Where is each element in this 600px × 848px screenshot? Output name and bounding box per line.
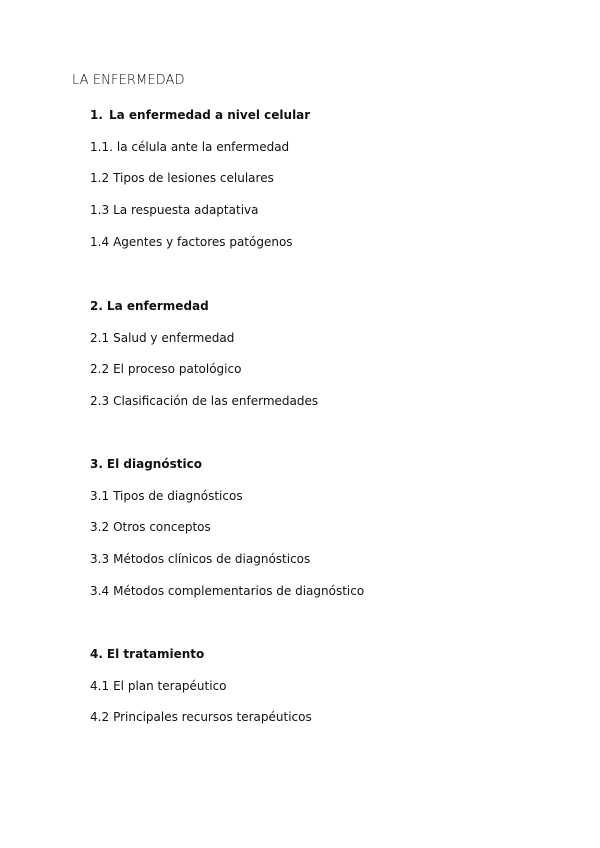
list-item	[90, 234, 570, 250]
list-item	[90, 709, 570, 725]
item-text: Tipos de diagnósticos	[113, 488, 243, 503]
item-text: Métodos clínicos de diagnósticos	[113, 552, 311, 567]
item-number: 3.1	[90, 488, 110, 503]
item-number: 3.2	[90, 520, 110, 535]
section-heading	[90, 298, 570, 314]
item-number: 1.2	[90, 171, 110, 186]
list-item	[90, 202, 570, 218]
item-text: la célula ante la enfermedad	[116, 139, 290, 154]
item-text: El proceso patológico	[113, 362, 242, 377]
item-number: 2.1	[90, 330, 110, 345]
section-heading	[90, 107, 570, 123]
item-number: 4.1	[90, 678, 110, 693]
section-heading	[90, 456, 570, 472]
section-title: El diagnóstico	[106, 457, 202, 471]
section-number: 2.	[90, 299, 103, 313]
item-text: Salud y enfermedad	[113, 330, 235, 345]
list-item	[90, 583, 570, 599]
list-item	[90, 361, 570, 377]
item-text: Agentes y factores patógenos	[113, 234, 293, 249]
section-number: 1.	[90, 108, 103, 122]
item-text: Tipos de lesiones celulares	[113, 171, 274, 186]
section-2	[90, 298, 570, 409]
item-text: La respuesta adaptativa	[113, 203, 259, 218]
item-number: 1.3	[90, 203, 110, 218]
item-text: Otros conceptos	[113, 520, 211, 535]
item-number: 2.2	[90, 362, 110, 377]
list-item	[90, 393, 570, 409]
item-text: Métodos complementarios de diagnóstico	[113, 583, 365, 598]
item-text: El plan terapéutico	[113, 678, 227, 693]
document-title: LA ENFERMEDAD	[72, 73, 185, 88]
item-number: 4.2	[90, 710, 110, 725]
section-title: La enfermedad a nivel celular	[109, 108, 311, 122]
list-item	[90, 139, 570, 155]
section-number: 4.	[90, 647, 103, 661]
section-4	[90, 646, 570, 725]
item-number: 2.3	[90, 394, 110, 409]
list-item	[90, 551, 570, 567]
section-title: La enfermedad	[106, 299, 209, 313]
item-number: 3.3	[90, 552, 110, 567]
item-text: Clasificación de las enfermedades	[113, 394, 319, 409]
item-number: 3.4	[90, 583, 110, 598]
item-number: 1.4	[90, 234, 110, 249]
section-heading	[90, 646, 570, 662]
list-item	[90, 519, 570, 535]
item-number: 1.1.	[90, 139, 113, 154]
section-1	[90, 107, 570, 250]
list-item	[90, 488, 570, 504]
list-item	[90, 678, 570, 694]
list-item	[90, 170, 570, 186]
item-text: Principales recursos terapéuticos	[113, 710, 312, 725]
section-3	[90, 456, 570, 599]
section-number: 3.	[90, 457, 103, 471]
list-item	[90, 330, 570, 346]
section-title: El tratamiento	[106, 647, 205, 661]
